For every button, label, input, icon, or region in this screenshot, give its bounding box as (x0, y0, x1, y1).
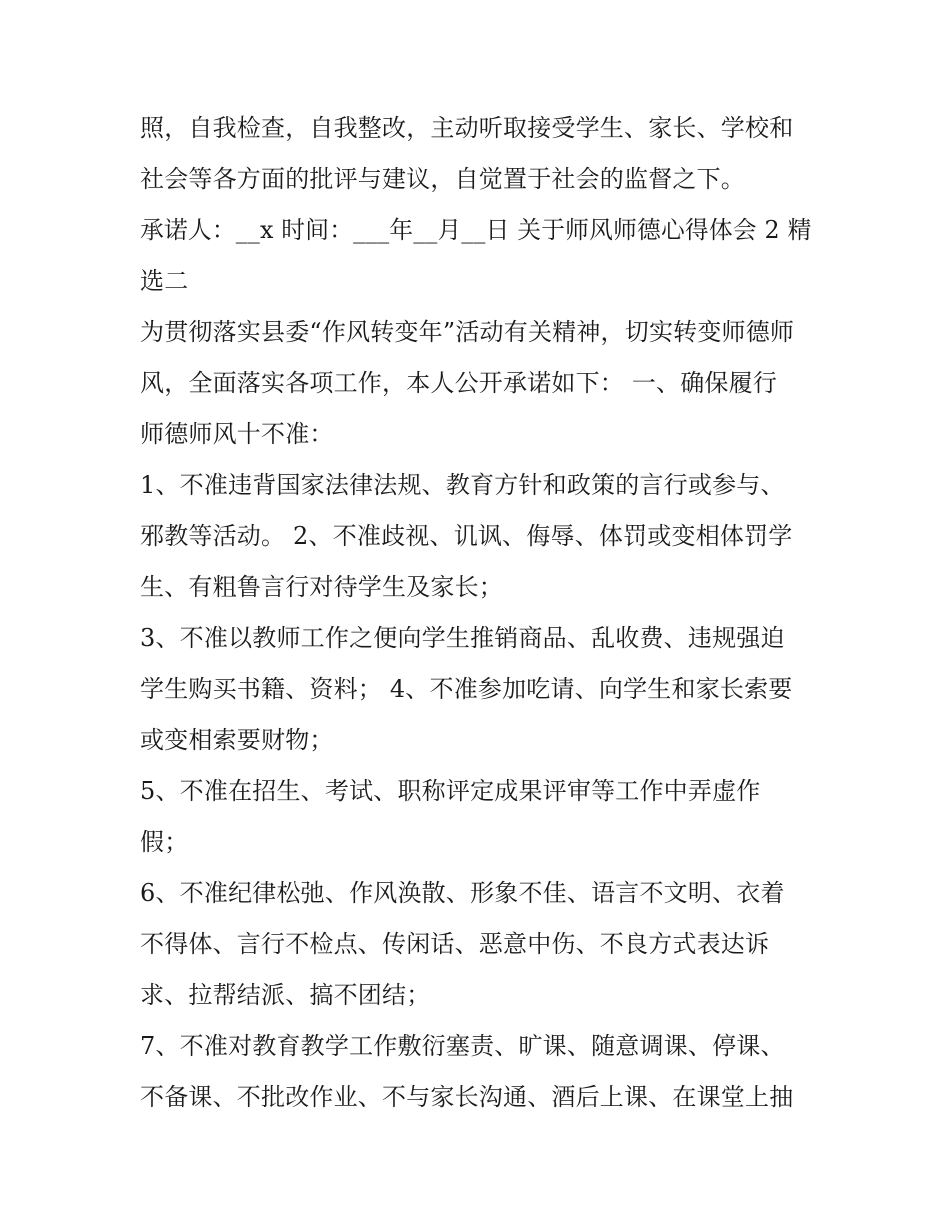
text-line: 邪教等活动。 2、不准歧视、讥讽、侮辱、体罚或变相体罚学 (140, 522, 793, 550)
text-line: 1、不准违背国家法律法规、教育方针和政策的言行或参与、 (140, 471, 785, 499)
text-line: 社会等各方面的批评与建议，自觉置于社会的监督之下。 (140, 165, 745, 193)
text-line: 师德师风十不准： (140, 420, 334, 448)
text-line: 6、不准纪律松弛、作风涣散、形象不佳、语言不文明、衣着 (140, 879, 785, 907)
text-line: 不备课、不批改作业、不与家长沟通、酒后上课、在课堂上抽 (140, 1083, 794, 1111)
text-line: 3、不准以教师工作之便向学生推销商品、乱收费、违规强迫 (140, 624, 785, 652)
text-line: 7、不准对教育教学工作敷衍塞责、旷课、随意调课、停课、 (140, 1032, 785, 1060)
text-line: 风，全面落实各项工作，本人公开承诺如下： 一、确保履行 (140, 369, 778, 397)
text-line: 选二 (140, 267, 189, 295)
text-line: 为贯彻落实县委“作风转变年”活动有关精神，切实转变师德师 (140, 318, 795, 346)
text-line: 照，自我检查，自我整改，主动听取接受学生、家长、学校和 (140, 114, 794, 142)
text-line: 学生购买书籍、资料； 4、不准参加吃请、向学生和家长索要 (140, 675, 793, 703)
text-line: 不得体、言行不检点、传闲话、恶意中伤、不良方式表达诉 (140, 930, 770, 958)
text-line: 假； (140, 828, 189, 856)
text-line: 生、有粗鲁言行对待学生及家长； (140, 573, 503, 601)
text-line: 求、拉帮结派、搞不团结； (140, 981, 431, 1009)
text-line: 5、不准在招生、考试、职称评定成果评审等工作中弄虚作 (140, 777, 761, 805)
text-line: 或变相索要财物； (140, 726, 334, 754)
text-line: 承诺人：__x 时间：___年__月__日 关于师风师德心得体会 2 精 (140, 216, 812, 244)
